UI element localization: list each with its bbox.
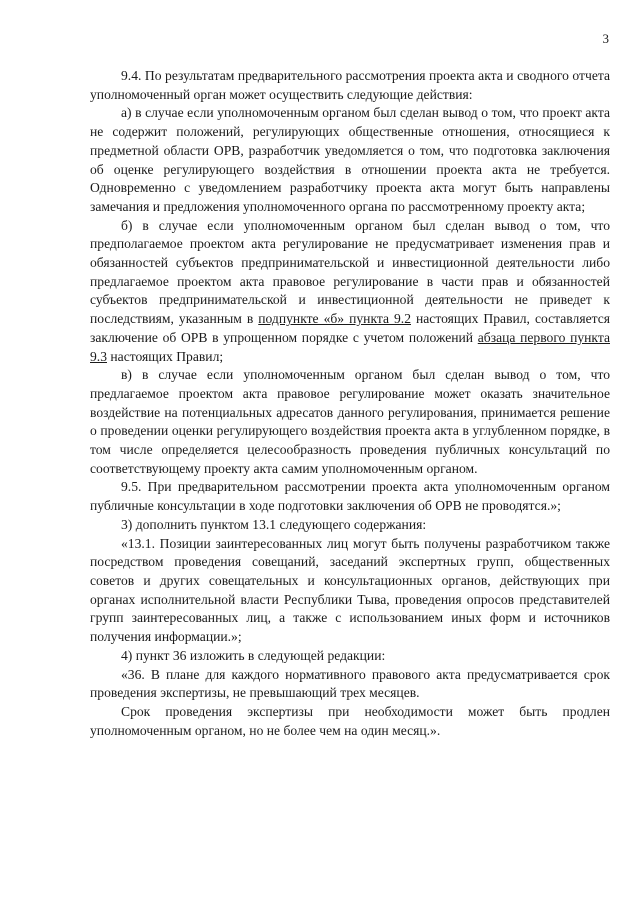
link-subpoint-b-point-9-2[interactable]: подпункте «б» пункта 9.2 xyxy=(258,311,411,327)
paragraph-item-b-text-3: настоящих Правил; xyxy=(107,348,224,364)
paragraph-item-b-text-2: настоящих Правил, составляется заключение об ОРВ в упрощенном порядке с учетом положений xyxy=(90,311,610,345)
paragraph-item-v: в) в случае если уполномоченным органом был сделан вывод о том, что предлагаемое проектом акта правовое регулирование может оказать значительное воздействие на потенциальных адресатов данного регулирования, принимается решение о проведении оценки регулирующего воздействия проекта акта в углубленном порядке, в том числе определяется целесообразность проведения публичных консультаций по соответствующему проекту акта самим уполномоченным органом. xyxy=(90,367,610,476)
paragraph-36-extension: Срок проведения экспертизы при необходимости может быть продлен уполномоченным органом, но не более чем на один месяц.». xyxy=(90,703,610,738)
paragraph-13-1: «13.1. Позиции заинтересованных лиц могут быть получены разработчиком также посредством проведения совещаний, заседаний экспертных групп, общественных советов и других совещательных и консультационных органов, действующих при органах исполнительной власти Республики Тыва, проведения опросов представителей групп заинтересованных лиц, а также с использованием иных форм и источников получения информации.»; xyxy=(90,535,610,645)
paragraph-9-4: 9.4. По результатам предварительного рассмотрения проекта акта и сводного отчета уполномоченный орган может осуществить следующие действия: xyxy=(90,68,610,102)
link-paragraph-first-point-9-3[interactable]: абзаца первого пункта 9.3 xyxy=(90,329,610,364)
paragraph-36: «36. В плане для каждого нормативного правового акта предусматривается срок проведения экспертизы, не превышающий трех месяцев. xyxy=(90,666,610,701)
paragraph-item-b xyxy=(90,217,610,367)
paragraph-item-a: а) в случае если уполномоченным органом был сделан вывод о том, что проект акта не содержит положений, регулирующих общественные отношения, относящиеся к предметной области ОРВ, разработчик уведомляется о том, что подготовка заключения об оценке регулирующего воздействия в отношении проекта акта не требуется. Одновременно с уведомлением разработчику проекта акта могут быть направлены замечания и предложения уполномоченного органа по рассмотренному проекту акта; xyxy=(90,105,610,214)
paragraph-amendment-4: 4) пункт 36 изложить в следующей редакции: xyxy=(121,647,386,663)
document-body xyxy=(90,67,610,740)
page-number: 3 xyxy=(602,31,609,46)
paragraph-9-5: 9.5. При предварительном рассмотрении проекта акта уполномоченным органом публичные консультации в ходе подготовки заключения об ОРВ не проводятся.»; xyxy=(90,479,610,514)
paragraph-amendment-3: 3) дополнить пунктом 13.1 следующего содержания: xyxy=(121,516,427,532)
paragraph-item-b-text-1: б) в случае если уполномоченным органом был сделан вывод о том, что предполагаемое проектом акта регулирование не предусматривает изменения прав и обязанностей субъектов предпринимательской и инвестиционной деятельности либо предлагаемое проектом акта правовое регулирование в части прав и обязанностей субъектов предпринимательской и инвестиционной деятельности не приведет к последствиям, указанным в xyxy=(90,217,610,327)
